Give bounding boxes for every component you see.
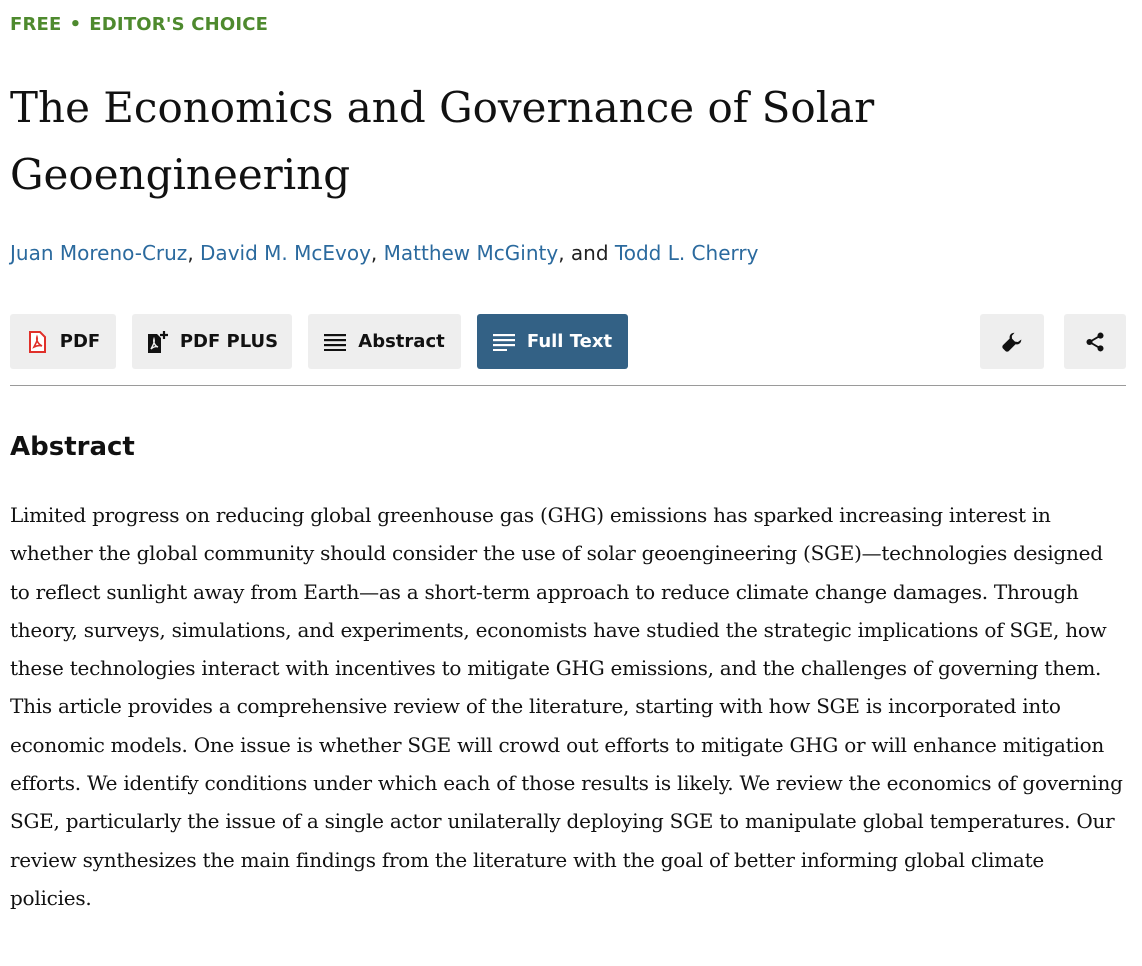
article-badges — [10, 14, 268, 35]
pdf-button[interactable] — [10, 314, 116, 369]
author-list — [10, 238, 758, 268]
pdf-file-icon — [26, 331, 48, 353]
abstract-button-label: Abstract — [358, 331, 445, 352]
free-badge: FREE — [10, 14, 62, 35]
text-lines-icon — [493, 331, 515, 353]
lines-icon — [324, 331, 346, 353]
pdf-plus-button[interactable] — [132, 314, 292, 369]
author-link[interactable]: Matthew McGinty — [383, 241, 559, 265]
author-link[interactable]: David M. McEvoy — [200, 241, 371, 265]
author-link[interactable]: Juan Moreno-Cruz — [10, 241, 188, 265]
pdf-button-label: PDF — [59, 331, 101, 352]
tools-button[interactable] — [980, 314, 1044, 369]
pdf-plus-button-label: PDF PLUS — [179, 331, 279, 352]
share-icon — [1084, 331, 1106, 353]
pdf-plus-icon — [146, 331, 168, 353]
article-toolbar — [10, 314, 1126, 369]
editors-choice-badge: EDITOR'S CHOICE — [89, 14, 269, 35]
abstract-text: Limited progress on reducing global greenhouse gas (GHG) emissions has sparked increasing interest in whether the global community should consider the use of solar geoengineering (SGE)—technologies designed to reflect sunlight away from Earth—as a short-term approach to reduce climate change damages. Through theory, surveys, simulations, and experiments, economists have studied the strategic implications of SGE, how these technologies interact with incentives to mitigate GHG emissions, and the challenges of governing them. This article provides a comprehensive review of the literature, starting with how SGE is incorporated into economic models. One issue is whether SGE will crowd out efforts to mitigate GHG or will enhance mitigation efforts. We identify conditions under which each of those results is likely. We review the economics of governing SGE, particularly the issue of a single actor unilaterally deploying SGE to manipulate global temperatures. Our review synthesizes the main findings from the literature with the goal of better informing global climate policies. — [10, 503, 1123, 910]
toolbar-divider — [10, 385, 1126, 386]
article-title: The Economics and Governance of Solar Geoengineering — [10, 83, 875, 199]
author-separator: , — [370, 241, 384, 265]
wrench-icon — [1001, 331, 1023, 353]
full-text-button-label: Full Text — [526, 331, 613, 352]
badge-separator: • — [69, 14, 82, 35]
author-separator: , — [187, 241, 201, 265]
share-button[interactable] — [1064, 314, 1126, 369]
author-link[interactable]: Todd L. Cherry — [614, 241, 759, 265]
abstract-button[interactable] — [308, 314, 461, 369]
abstract-heading: Abstract — [10, 432, 135, 462]
full-text-button[interactable] — [477, 314, 628, 369]
author-conjunction: , and — [558, 241, 615, 265]
